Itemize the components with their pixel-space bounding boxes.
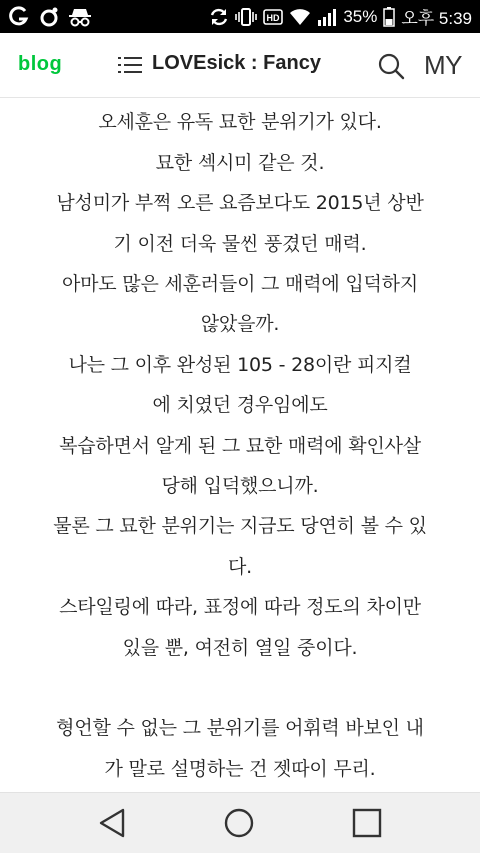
blog-title[interactable]: LOVEsick : Fancy (152, 52, 321, 74)
vibrate-icon (235, 7, 257, 27)
text-line: 스타일링에 따라, 표정에 따라 정도의 차이만 (59, 596, 421, 618)
text-line: 묘한 섹시미 같은 것. (155, 152, 325, 174)
recents-icon[interactable] (352, 807, 382, 843)
text-line: 아마도 많은 세훈러들이 그 매력에 입덕하지 (62, 273, 418, 295)
text-line: 않았을까. (200, 313, 280, 335)
battery-percent: 35% (343, 6, 378, 26)
home-icon[interactable] (223, 807, 255, 843)
g-notification-icon (8, 6, 30, 28)
post-body (0, 98, 480, 792)
blog-logo[interactable]: blog (18, 53, 63, 75)
text-line: 복습하면서 알게 된 그 묘한 매력에 확인사살 (59, 435, 421, 457)
text-line: 다. (228, 556, 252, 578)
sync-icon (209, 7, 229, 27)
status-bar (0, 0, 480, 33)
signal-icon (317, 8, 337, 26)
text-line: 남성미가 부쩍 오른 요즘보다도 2015년 상반 (56, 192, 424, 214)
incognito-icon (68, 6, 92, 28)
search-icon[interactable] (377, 52, 405, 84)
status-time: 오후 5:39 (401, 9, 472, 28)
blog-header (0, 33, 480, 98)
text-line: 가 말로 설명하는 건 젯따이 무리. (104, 758, 376, 780)
text-line: 물론 그 묘한 분위기는 지금도 당연히 볼 수 있 (53, 515, 427, 537)
hd-icon (263, 9, 283, 25)
text-line: 있을 뿐, 여전히 열일 중이다. (122, 637, 358, 659)
my-button[interactable]: MY (424, 50, 462, 80)
status-right (209, 4, 472, 29)
text-line: 나는 그 이후 완성된 105 - 28이란 피지컬 (68, 354, 412, 376)
wifi-icon (289, 8, 311, 26)
battery-icon (383, 7, 395, 27)
back-icon[interactable] (97, 807, 127, 843)
text-line: 형언할 수 없는 그 분위기를 어휘력 바보인 내 (56, 717, 424, 739)
text-line: 에 치였던 경우임에도 (152, 394, 328, 416)
menu-icon[interactable] (118, 55, 142, 79)
navigation-bar (0, 792, 480, 853)
status-left (8, 6, 92, 28)
camera-notification-icon (38, 6, 60, 28)
text-line: 당해 입덕했으니까. (161, 475, 319, 497)
text-line: 오세훈은 유독 묘한 분위기가 있다. (98, 111, 382, 133)
svg-text:HD: HD (266, 12, 280, 23)
text-line: 기 이전 더욱 물씬 풍겼던 매력. (113, 233, 367, 255)
